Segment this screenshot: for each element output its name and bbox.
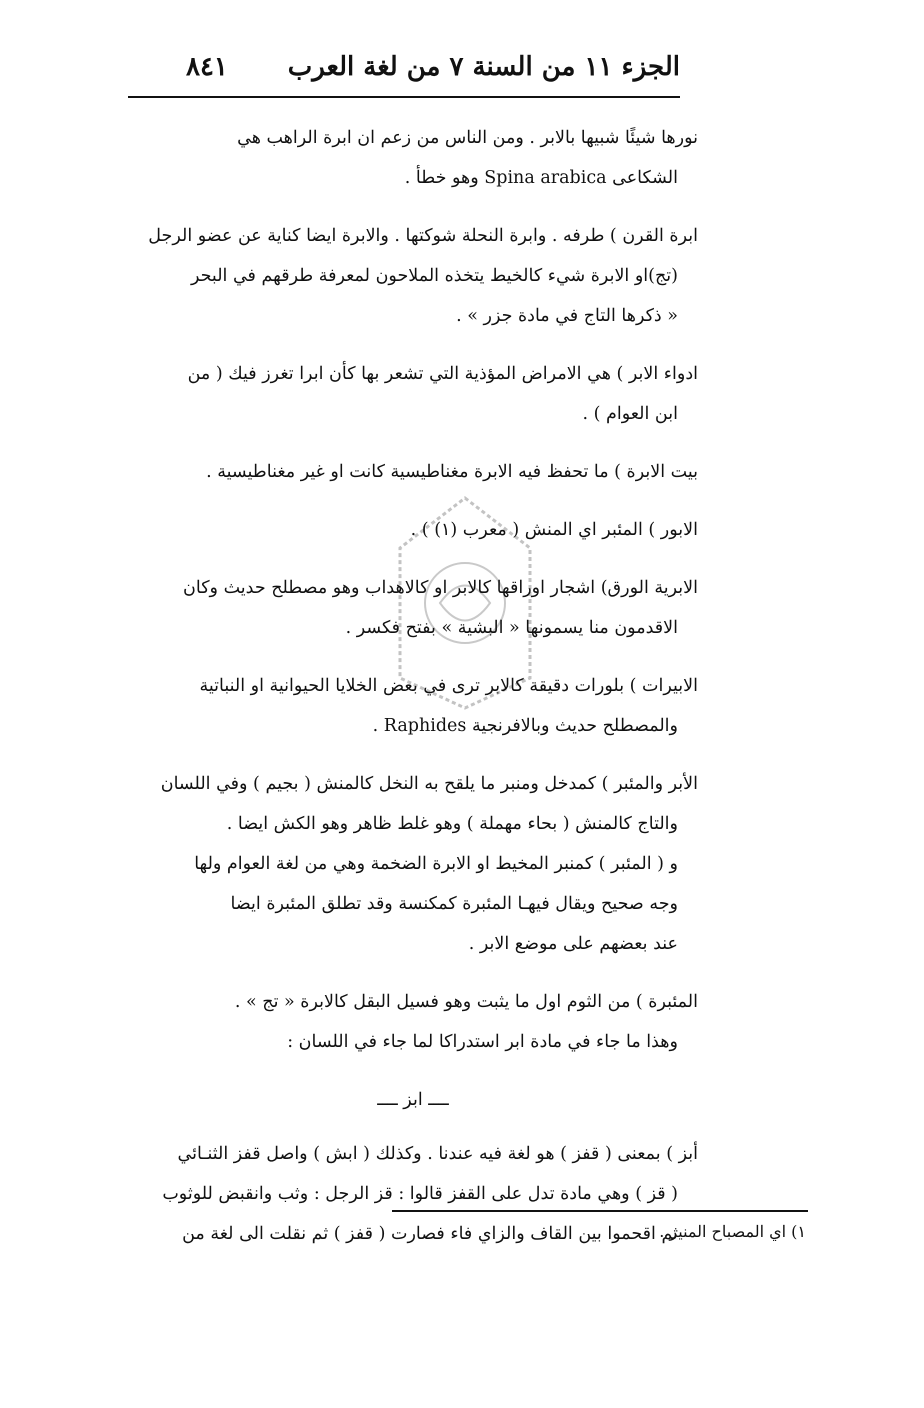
- entry-7: [128, 666, 698, 746]
- entry-line: ابرة القرن ) طرفه . وابرة النحلة شوكتها . والابرة ايضا كناية عن عضو الرجل: [148, 226, 698, 246]
- entry-6: [128, 568, 698, 648]
- entry-abz: [128, 1134, 698, 1254]
- entry-line: ثم اقحموا بين القاف والزاي فاء فصارت ( قفز ) ثم نقلت الى لغة من: [182, 1224, 678, 1244]
- entry-line: بيت الابرة ) ما تحفظ فيه الابرة مغناطيسية كانت او غير مغناطيسية .: [206, 462, 698, 482]
- entry-5: [128, 510, 698, 550]
- entry-line: وجه صحيح ويقال فيهـا المئبرة كمكنسة وقد تطلق المئبرة ايضا: [230, 894, 678, 914]
- entry-line: الأبر والمئبر ) كمدخل ومنبر ما يلقح به النخل كالمنش ( بجيم ) وفي اللسان: [160, 774, 698, 794]
- entry-4: [128, 452, 698, 492]
- entry-line: و ( المئبر ) كمنبر المخيط او الابرة الضخمة وهي من لغة العوام ولها: [194, 854, 678, 874]
- entry-line: ابن العوام ) .: [582, 404, 678, 424]
- entry-line: نورها شيئًا شبيها بالابر . ومن الناس من زعم ان ابرة الراهب هي: [237, 128, 698, 148]
- entry-line: والتاج كالمنش ( بحاء مهملة ) وهو غلط ظاهر وهو الكش ايضا .: [226, 814, 678, 834]
- entry-line: الاقدمون منا يسمونها « البشية » بفتح فكسر .: [345, 618, 678, 638]
- running-header: [120, 52, 680, 92]
- page-number: ٨٤١: [186, 52, 228, 82]
- section-title: ــــ ابز ــــ: [377, 1090, 449, 1110]
- header-rule: [128, 96, 680, 98]
- entry-line: الابرية الورق) اشجار اوراقها كالابر او كالاهداب وهو مصطلح حديث وكان: [183, 578, 698, 598]
- entry-8: [128, 764, 698, 964]
- article-body: [128, 118, 698, 1272]
- entry-9: [128, 982, 698, 1062]
- footnote: ١) اي المصباح المنير .: [659, 1222, 806, 1241]
- entry-line: ( قز ) وهي مادة تدل على القفز قالوا : قز الرجل : وثب وانقبض للوثوب: [162, 1184, 678, 1204]
- entry-2: [128, 216, 698, 336]
- entry-line: ادواء الابر ) هي الامراض المؤذية التي تشعر بها كأن ابرا تغرز فيك ( من: [187, 364, 698, 384]
- entry-line: الابيرات ) بلورات دقيقة كالابر ترى في بعض الخلايا الحيوانية او النباتية: [199, 676, 698, 696]
- entry-line: أبز ) بمعنى ( قفز ) هو لغة فيه عندنا . وكذلك ( ابش ) واصل قفز الثنـائي: [177, 1144, 698, 1164]
- entry-line: عند بعضهم على موضع الابر .: [468, 934, 678, 954]
- entry-line: الابور ) المئبر اي المنش ( معرب (١) ) .: [410, 520, 698, 540]
- entry-line: (تج)او الابرة شيء كالخيط يتخذه الملاحون لمعرفة طرقهم في البحر: [190, 266, 678, 286]
- entry-line: وهذا ما جاء في مادة ابر استدراكا لما جاء في اللسان :: [287, 1032, 678, 1052]
- entry-3: [128, 354, 698, 434]
- footnote-rule: [392, 1210, 808, 1212]
- header-title: الجزء ١١ من السنة ٧ من لغة العرب: [287, 52, 680, 82]
- entry-line: الشكاعى Spina arabica وهو خطأ .: [404, 168, 678, 188]
- entry-line: المئبرة ) من الثوم اول ما يثبت وهو فسيل البقل كالابرة « تج » .: [234, 992, 698, 1012]
- entry-line: والمصطلح حديث وبالافرنجية Raphides .: [372, 716, 678, 736]
- entry-1: [128, 118, 698, 198]
- entry-line: « ذكرها التاج في مادة جزر » .: [456, 306, 678, 326]
